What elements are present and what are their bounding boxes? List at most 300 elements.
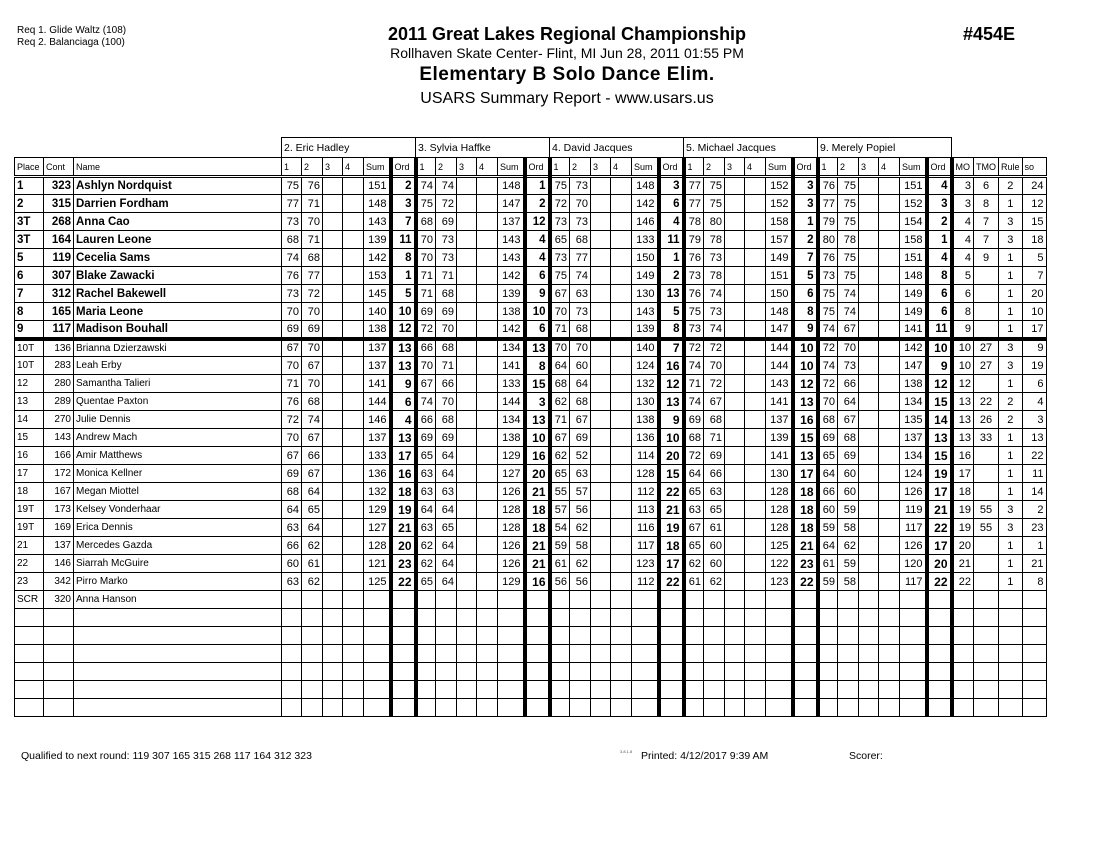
score-3 — [457, 591, 477, 609]
score-1: 69 — [282, 465, 302, 483]
table-row — [15, 429, 1047, 447]
judge-ordinal: 10 — [659, 429, 684, 447]
rule: 2 — [999, 393, 1023, 411]
score-4 — [611, 483, 632, 501]
spacer — [952, 138, 1047, 158]
empty-cell — [44, 627, 74, 645]
score-3 — [323, 249, 343, 267]
empty-cell — [74, 663, 282, 681]
score-4 — [879, 375, 900, 393]
score-1: 74 — [416, 393, 436, 411]
empty-cell — [818, 699, 838, 717]
judge-ordinal: 18 — [793, 519, 818, 537]
score-4 — [879, 267, 900, 285]
judge-ordinal: 22 — [927, 519, 952, 537]
score-4 — [611, 501, 632, 519]
score-sum: 137 — [900, 429, 927, 447]
empty-cell — [611, 681, 632, 699]
score-1: 77 — [684, 195, 704, 213]
empty-cell — [838, 699, 859, 717]
score-2: 75 — [838, 195, 859, 213]
score-4 — [343, 321, 364, 339]
empty-cell — [74, 627, 282, 645]
score-3 — [591, 285, 611, 303]
qualified-list: Qualified to next round: 119 307 165 315 268 117 164 312 323 — [21, 750, 312, 762]
score-4 — [745, 447, 766, 465]
score-1: 70 — [282, 429, 302, 447]
score-sum: 142 — [498, 267, 525, 285]
table-row — [15, 483, 1047, 501]
col-header-judge-4: 4 — [477, 158, 498, 177]
total-majority-ordinal — [974, 267, 999, 285]
col-header-judge-2: 2 — [302, 158, 323, 177]
score-sum: 125 — [766, 537, 793, 555]
judge-ordinal: 13 — [391, 357, 416, 375]
score-2: 64 — [436, 447, 457, 465]
score-3 — [725, 339, 745, 357]
score-1: 71 — [416, 285, 436, 303]
empty-cell — [838, 645, 859, 663]
rule: 1 — [999, 465, 1023, 483]
score-1: 64 — [416, 501, 436, 519]
score-2: 70 — [704, 357, 725, 375]
score-sum: 134 — [498, 411, 525, 429]
score-3 — [591, 267, 611, 285]
score-sum: 148 — [364, 195, 391, 213]
score-3 — [591, 303, 611, 321]
empty-cell — [838, 663, 859, 681]
empty-row — [15, 627, 1047, 645]
col-header-tmo: TMO — [974, 158, 999, 177]
judge-ordinal: 6 — [793, 285, 818, 303]
judge-ordinal: 17 — [927, 483, 952, 501]
score-sum: 152 — [766, 195, 793, 213]
empty-cell — [745, 663, 766, 681]
score-sum: 130 — [632, 285, 659, 303]
score-1: 63 — [416, 519, 436, 537]
score-sum: 151 — [364, 177, 391, 195]
score-2: 73 — [704, 249, 725, 267]
score-4 — [343, 465, 364, 483]
col-header-judge-sum: Sum — [498, 158, 525, 177]
score-sum — [498, 591, 525, 609]
score-sum: 144 — [766, 357, 793, 375]
score-1: 64 — [818, 465, 838, 483]
score-2: 62 — [570, 519, 591, 537]
place: 10T — [15, 357, 44, 375]
score-2: 65 — [436, 519, 457, 537]
judge-ordinal: 3 — [927, 195, 952, 213]
score-2: 58 — [838, 519, 859, 537]
judge-ordinal: 2 — [525, 195, 550, 213]
judge-ordinal: 13 — [927, 429, 952, 447]
score-1: 70 — [416, 357, 436, 375]
score-3 — [323, 429, 343, 447]
score-1: 77 — [818, 195, 838, 213]
empty-cell — [704, 609, 725, 627]
score-4 — [879, 573, 900, 591]
score-1: 67 — [282, 339, 302, 357]
empty-cell — [879, 645, 900, 663]
judge-header-row — [15, 138, 1047, 158]
judge-ordinal — [391, 591, 416, 609]
score-sum: 112 — [632, 483, 659, 501]
score-3 — [725, 501, 745, 519]
score-3 — [859, 213, 879, 231]
score-2: 74 — [570, 267, 591, 285]
judge-ordinal: 23 — [793, 555, 818, 573]
judge-ordinal: 16 — [659, 357, 684, 375]
score-4 — [745, 195, 766, 213]
rule: 1 — [999, 321, 1023, 339]
score-3 — [859, 501, 879, 519]
empty-cell — [477, 627, 498, 645]
col-header-judge-2: 2 — [838, 158, 859, 177]
empty-cell — [457, 699, 477, 717]
score-4 — [745, 537, 766, 555]
judge-ordinal: 19 — [391, 501, 416, 519]
score-1: 68 — [416, 213, 436, 231]
skate-order: 4 — [1022, 393, 1046, 411]
empty-cell — [704, 681, 725, 699]
empty-cell — [525, 663, 550, 681]
empty-cell — [525, 609, 550, 627]
place: 19T — [15, 501, 44, 519]
score-4 — [745, 285, 766, 303]
score-3 — [457, 195, 477, 213]
score-2: 63 — [704, 483, 725, 501]
score-1: 74 — [282, 249, 302, 267]
score-2: 63 — [570, 465, 591, 483]
score-4 — [611, 465, 632, 483]
score-4 — [611, 339, 632, 357]
table-row — [15, 393, 1047, 411]
empty-cell — [550, 609, 570, 627]
score-1: 79 — [818, 213, 838, 231]
judge-ordinal: 5 — [391, 285, 416, 303]
score-3 — [725, 447, 745, 465]
score-2: 58 — [570, 537, 591, 555]
majority-ordinal: 8 — [952, 303, 974, 321]
col-header-judge-2: 2 — [436, 158, 457, 177]
score-2: 69 — [436, 303, 457, 321]
rule: 1 — [999, 555, 1023, 573]
score-2: 67 — [302, 357, 323, 375]
score-3 — [457, 537, 477, 555]
judge-ordinal: 9 — [391, 375, 416, 393]
judge-ordinal: 22 — [927, 573, 952, 591]
empty-cell — [704, 663, 725, 681]
score-3 — [859, 177, 879, 195]
judge-ordinal: 13 — [391, 429, 416, 447]
score-1: 69 — [416, 303, 436, 321]
score-sum: 117 — [900, 573, 927, 591]
score-4 — [477, 591, 498, 609]
score-1: 73 — [550, 213, 570, 231]
contestant-number: 165 — [44, 303, 74, 321]
judge-ordinal: 3 — [525, 393, 550, 411]
empty-cell — [15, 627, 44, 645]
score-3 — [859, 591, 879, 609]
score-sum: 133 — [498, 375, 525, 393]
rule: 1 — [999, 573, 1023, 591]
score-3 — [725, 177, 745, 195]
score-4 — [477, 393, 498, 411]
judge-ordinal: 4 — [927, 177, 952, 195]
score-3 — [725, 267, 745, 285]
total-majority-ordinal — [974, 537, 999, 555]
score-2: 64 — [838, 393, 859, 411]
majority-ordinal: 16 — [952, 447, 974, 465]
rule: 1 — [999, 375, 1023, 393]
empty-cell — [74, 609, 282, 627]
empty-cell — [302, 663, 323, 681]
skater-name: Andrew Mach — [74, 429, 282, 447]
score-3 — [725, 429, 745, 447]
place: 17 — [15, 465, 44, 483]
score-1: 74 — [416, 177, 436, 195]
score-1: 76 — [684, 249, 704, 267]
score-sum: 134 — [900, 447, 927, 465]
empty-cell — [818, 681, 838, 699]
score-4 — [477, 555, 498, 573]
empty-cell — [659, 645, 684, 663]
requirement-1: Req 1. Glide Waltz (108) — [17, 25, 127, 36]
place: 2 — [15, 195, 44, 213]
skater-name: Brianna Dzierzawski — [74, 339, 282, 357]
skate-order — [1022, 591, 1046, 609]
majority-ordinal: 17 — [952, 465, 974, 483]
place: 5 — [15, 249, 44, 267]
skater-name: Kelsey Vonderhaar — [74, 501, 282, 519]
score-1: 65 — [550, 465, 570, 483]
empty-cell — [952, 609, 974, 627]
score-4 — [477, 501, 498, 519]
judge-ordinal: 10 — [927, 339, 952, 357]
col-header-mo: MO — [952, 158, 974, 177]
score-1: 66 — [818, 483, 838, 501]
score-sum: 148 — [632, 177, 659, 195]
empty-cell — [282, 609, 302, 627]
place: 10T — [15, 339, 44, 357]
empty-cell — [900, 663, 927, 681]
judge-ordinal: 4 — [525, 231, 550, 249]
total-majority-ordinal: 27 — [974, 339, 999, 357]
skater-name: Madison Bouhall — [74, 321, 282, 339]
empty-cell — [1022, 627, 1046, 645]
majority-ordinal: 19 — [952, 519, 974, 537]
judge-ordinal: 20 — [659, 447, 684, 465]
score-2: 70 — [302, 213, 323, 231]
score-4 — [343, 447, 364, 465]
score-1: 72 — [684, 339, 704, 357]
score-sum: 125 — [364, 573, 391, 591]
col-header-judge-3: 3 — [457, 158, 477, 177]
majority-ordinal: 4 — [952, 231, 974, 249]
empty-cell — [570, 645, 591, 663]
judge-ordinal: 3 — [793, 177, 818, 195]
score-3 — [725, 519, 745, 537]
spacer — [15, 138, 282, 158]
score-1: 55 — [550, 483, 570, 501]
score-sum: 143 — [498, 231, 525, 249]
score-3 — [591, 483, 611, 501]
empty-cell — [391, 699, 416, 717]
score-1 — [818, 591, 838, 609]
competition-title: 2011 Great Lakes Regional Championship — [387, 24, 747, 44]
judge-ordinal: 3 — [659, 177, 684, 195]
score-1: 79 — [684, 231, 704, 249]
score-3 — [859, 195, 879, 213]
score-1: 66 — [416, 339, 436, 357]
score-3 — [323, 195, 343, 213]
score-4 — [745, 483, 766, 501]
empty-cell — [570, 699, 591, 717]
score-2: 57 — [570, 483, 591, 501]
score-3 — [725, 573, 745, 591]
score-1: 74 — [818, 321, 838, 339]
empty-cell — [15, 699, 44, 717]
score-3 — [859, 375, 879, 393]
score-4 — [343, 339, 364, 357]
empty-cell — [343, 663, 364, 681]
judge-ordinal: 18 — [793, 501, 818, 519]
empty-cell — [725, 663, 745, 681]
score-1: 61 — [684, 573, 704, 591]
score-sum: 117 — [632, 537, 659, 555]
skate-order: 14 — [1022, 483, 1046, 501]
judge-ordinal: 9 — [525, 285, 550, 303]
score-3 — [457, 429, 477, 447]
score-2: 64 — [570, 375, 591, 393]
empty-cell — [525, 681, 550, 699]
empty-cell — [1022, 609, 1046, 627]
score-3 — [725, 537, 745, 555]
judge-ordinal: 1 — [927, 231, 952, 249]
score-2: 75 — [838, 213, 859, 231]
score-3 — [457, 303, 477, 321]
empty-cell — [632, 681, 659, 699]
judge-ordinal: 4 — [927, 249, 952, 267]
empty-cell — [282, 645, 302, 663]
empty-cell — [859, 681, 879, 699]
judge-ordinal: 1 — [659, 249, 684, 267]
skater-name: Erica Dennis — [74, 519, 282, 537]
score-3 — [859, 483, 879, 501]
score-2 — [436, 591, 457, 609]
judge-ordinal: 1 — [391, 267, 416, 285]
score-3 — [591, 177, 611, 195]
score-sum: 147 — [766, 321, 793, 339]
empty-cell — [659, 663, 684, 681]
col-header-judge-ord: Ord — [927, 158, 952, 177]
col-header-judge-4: 4 — [879, 158, 900, 177]
score-4 — [879, 555, 900, 573]
score-1: 64 — [282, 501, 302, 519]
score-3 — [457, 177, 477, 195]
empty-cell — [704, 645, 725, 663]
score-sum: 126 — [498, 537, 525, 555]
empty-cell — [550, 663, 570, 681]
place: 22 — [15, 555, 44, 573]
score-2 — [570, 591, 591, 609]
skater-name: Samantha Talieri — [74, 375, 282, 393]
score-1: 56 — [550, 573, 570, 591]
score-sum: 133 — [364, 447, 391, 465]
empty-cell — [659, 609, 684, 627]
score-2: 66 — [838, 375, 859, 393]
empty-cell — [818, 609, 838, 627]
score-2: 68 — [704, 411, 725, 429]
place: 7 — [15, 285, 44, 303]
empty-cell — [632, 663, 659, 681]
skater-name: Megan Miottel — [74, 483, 282, 501]
score-3 — [591, 375, 611, 393]
score-1: 63 — [416, 483, 436, 501]
col-header-rule: Rule — [999, 158, 1023, 177]
score-1: 77 — [282, 195, 302, 213]
judge-ordinal: 2 — [793, 231, 818, 249]
skate-order: 18 — [1022, 231, 1046, 249]
score-3 — [859, 411, 879, 429]
score-sum: 143 — [498, 249, 525, 267]
empty-cell — [74, 699, 282, 717]
score-1: 70 — [550, 339, 570, 357]
contestant-number: 283 — [44, 357, 74, 375]
score-2: 68 — [570, 321, 591, 339]
skater-name: Pirro Marko — [74, 573, 282, 591]
score-3 — [591, 501, 611, 519]
empty-cell — [477, 681, 498, 699]
empty-cell — [974, 609, 999, 627]
contestant-number: 312 — [44, 285, 74, 303]
score-4 — [611, 429, 632, 447]
score-4 — [343, 231, 364, 249]
empty-cell — [684, 663, 704, 681]
judge-ordinal: 9 — [927, 357, 952, 375]
majority-ordinal: 3 — [952, 177, 974, 195]
score-4 — [745, 591, 766, 609]
score-4 — [879, 483, 900, 501]
judge-ordinal: 21 — [525, 483, 550, 501]
score-3 — [859, 465, 879, 483]
score-2: 74 — [436, 177, 457, 195]
score-sum: 136 — [364, 465, 391, 483]
empty-cell — [570, 681, 591, 699]
score-4 — [879, 303, 900, 321]
score-sum — [632, 591, 659, 609]
judge-ordinal: 15 — [927, 393, 952, 411]
score-sum: 144 — [364, 393, 391, 411]
empty-cell — [436, 681, 457, 699]
empty-cell — [879, 681, 900, 699]
score-2: 70 — [838, 339, 859, 357]
score-sum: 136 — [632, 429, 659, 447]
score-2: 68 — [436, 411, 457, 429]
place: 13 — [15, 393, 44, 411]
score-3 — [725, 555, 745, 573]
judge-name: 3. Sylvia Haffke — [416, 138, 550, 158]
score-2: 67 — [302, 429, 323, 447]
score-2: 64 — [436, 537, 457, 555]
empty-cell — [1022, 663, 1046, 681]
score-4 — [745, 303, 766, 321]
majority-ordinal: 22 — [952, 573, 974, 591]
score-1: 75 — [550, 267, 570, 285]
empty-cell — [952, 627, 974, 645]
score-2: 70 — [436, 393, 457, 411]
col-header-cont: Cont — [44, 158, 74, 177]
